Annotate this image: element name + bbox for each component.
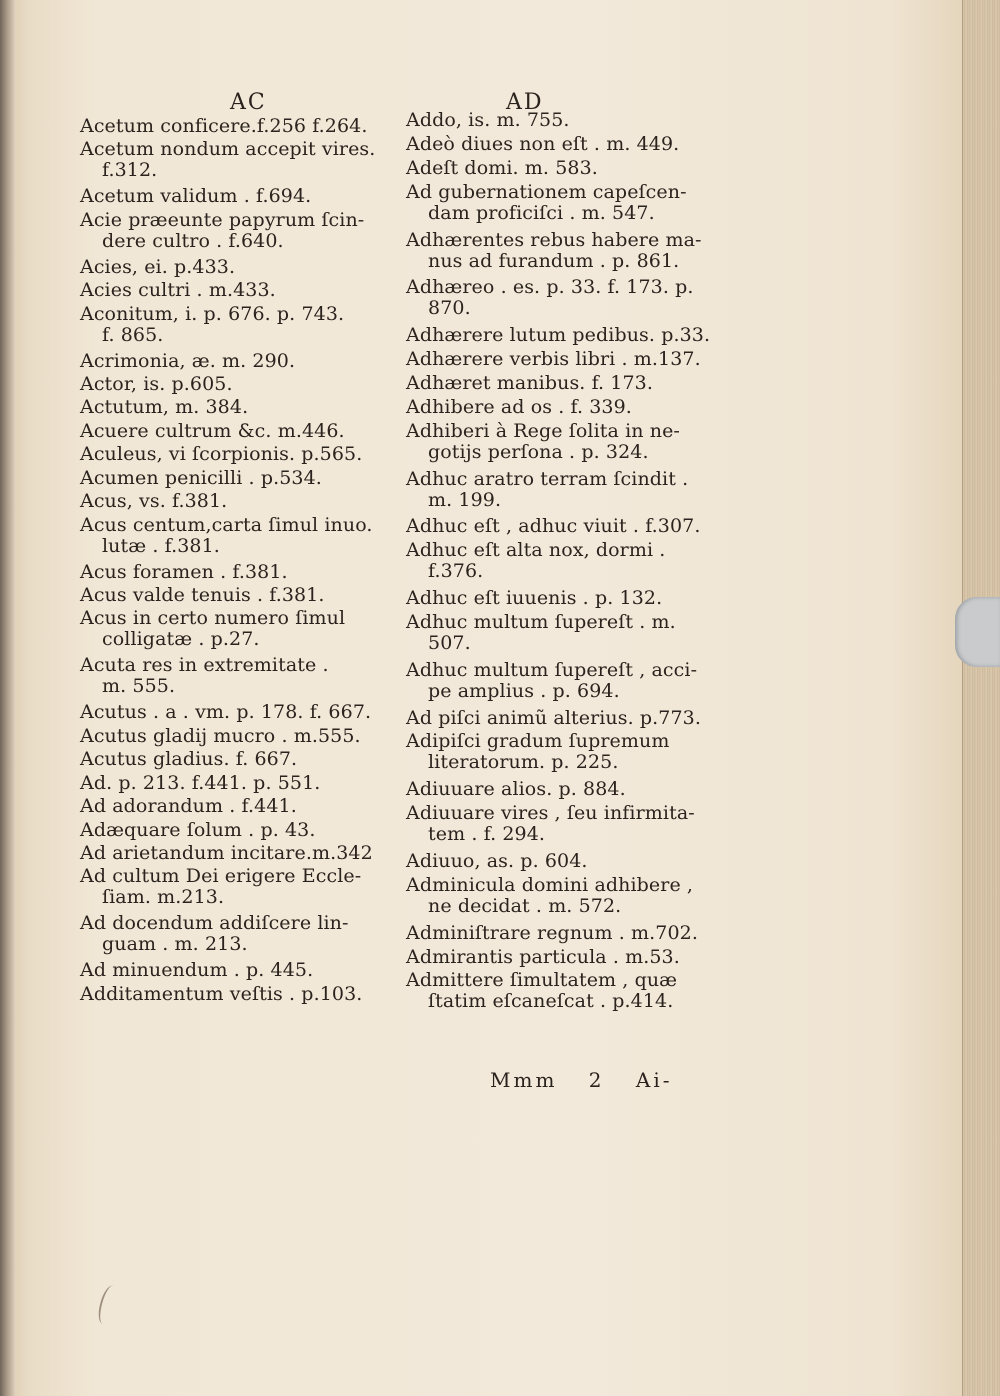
index-entry bbox=[80, 186, 311, 207]
entry-text: Acus foramen . f.381. bbox=[80, 560, 288, 583]
entry-text: Acus centum,carta ſimul inuo. bbox=[80, 513, 373, 536]
index-entry bbox=[406, 516, 701, 537]
entry-text: Acuta res in extremitate . bbox=[80, 654, 329, 677]
entry-text: Actutum, m. 384. bbox=[80, 396, 249, 419]
entry-text: Admittere ſimultatem , quæ bbox=[406, 969, 678, 992]
index-entry bbox=[406, 803, 695, 845]
index-entry bbox=[406, 325, 710, 346]
index-entry bbox=[80, 444, 362, 465]
entry-text: Adhærere lutum pedibus. p.33. bbox=[406, 324, 711, 347]
ink-mark bbox=[95, 1284, 121, 1327]
entry-continuation: 870. bbox=[428, 297, 471, 320]
index-entry bbox=[80, 984, 362, 1005]
column-header-left: AC bbox=[230, 90, 267, 115]
index-entry bbox=[80, 351, 295, 372]
index-entry bbox=[406, 134, 679, 155]
entry-text: Aculeus, vi ſcorpionis. p.565. bbox=[80, 443, 363, 466]
index-entry bbox=[80, 562, 288, 583]
index-entry bbox=[406, 373, 653, 394]
index-entry bbox=[80, 820, 316, 841]
index-entry bbox=[406, 230, 702, 272]
entry-continuation: lutæ . f.381. bbox=[102, 534, 220, 557]
entry-text: Ad cultum Dei erigere Eccle- bbox=[80, 865, 362, 888]
entry-continuation: ne decidat . m. 572. bbox=[428, 894, 622, 917]
entry-text: Aconitum, i. p. 676. p. 743. bbox=[80, 302, 345, 325]
entry-text: Adhæret manibus. f. 173. bbox=[406, 371, 654, 394]
index-entry bbox=[80, 773, 320, 794]
entry-continuation: f.376. bbox=[428, 560, 484, 583]
entry-continuation: m. 555. bbox=[102, 675, 176, 698]
entry-text: Acutus gladij mucro . m.555. bbox=[80, 724, 361, 747]
entry-text: Acutus gladius. f. 667. bbox=[80, 748, 298, 771]
entry-continuation: f.312. bbox=[102, 159, 158, 182]
entry-text: Adhuc eſt alta nox, dormi . bbox=[406, 539, 666, 562]
index-entry bbox=[80, 608, 345, 650]
entry-continuation: dere cultro . f.640. bbox=[102, 229, 284, 252]
index-entry bbox=[406, 851, 588, 872]
index-entry bbox=[80, 304, 344, 346]
entry-continuation: gotijs perſona . p. 324. bbox=[428, 440, 649, 463]
entry-text: Acie præeunte papyrum ſcin- bbox=[80, 208, 365, 231]
entry-text: Adhuc eſt , adhuc viuit . f.307. bbox=[406, 515, 701, 538]
index-entry bbox=[80, 749, 297, 770]
index-entry bbox=[80, 726, 361, 747]
entry-text: Acumen penicilli . p.534. bbox=[80, 466, 322, 489]
entry-continuation: f. 865. bbox=[102, 323, 164, 346]
page-edges bbox=[962, 0, 1000, 1396]
index-entry bbox=[406, 660, 697, 702]
index-entry bbox=[406, 110, 570, 131]
index-entry bbox=[406, 970, 677, 1012]
entry-text: Ad minuendum . p. 445. bbox=[80, 959, 314, 982]
index-entry bbox=[406, 469, 688, 511]
index-entry bbox=[406, 158, 598, 179]
entry-text: Acies, ei. p.433. bbox=[80, 255, 236, 278]
index-entry bbox=[80, 866, 361, 908]
entry-continuation: ſiam. m.213. bbox=[102, 886, 225, 909]
entry-text: Acus valde tenuis . f.381. bbox=[80, 584, 325, 606]
index-entry bbox=[406, 708, 701, 729]
entry-continuation: 507. bbox=[428, 631, 471, 654]
entry-text: Adæquare ſolum . p. 43. bbox=[80, 818, 316, 841]
index-entry bbox=[406, 947, 680, 968]
entry-text: Acetum conficere.f.256 f.264. bbox=[80, 115, 368, 137]
index-entry bbox=[80, 421, 345, 442]
entry-text: Adhæreo . es. p. 33. f. 173. p. bbox=[406, 276, 694, 299]
entry-text: Additamentum veſtis . p.103. bbox=[80, 982, 363, 1005]
entry-text: Adminicula domini adhibere , bbox=[406, 873, 694, 896]
entry-text: Acetum nondum accepit vires. bbox=[80, 138, 376, 161]
entry-text: Acus in certo numero ſimul bbox=[80, 607, 346, 630]
index-entry bbox=[406, 421, 680, 463]
entry-text: Acutus . a . vm. p. 178. f. 667. bbox=[80, 701, 372, 724]
entry-text: Ad adorandum . f.441. bbox=[80, 795, 297, 818]
entry-text: Adhibere ad os . f. 339. bbox=[406, 395, 632, 418]
index-entry bbox=[406, 397, 632, 418]
signature-number: 2 bbox=[588, 1068, 605, 1092]
book-tab bbox=[955, 597, 1000, 667]
index-entry bbox=[80, 210, 364, 252]
index-entry bbox=[406, 540, 665, 582]
index-entry bbox=[406, 923, 698, 944]
entry-text: Adipiſci gradum ſupremum bbox=[406, 730, 670, 753]
index-entry bbox=[406, 277, 694, 319]
entry-text: Adhærere verbis libri . m.137. bbox=[406, 348, 701, 370]
entry-continuation: m. 199. bbox=[428, 488, 502, 511]
index-entry bbox=[406, 182, 687, 224]
catchword: Ai- bbox=[635, 1068, 673, 1092]
index-entry bbox=[406, 731, 669, 773]
index-entry bbox=[80, 139, 375, 181]
column-header-right: AD bbox=[506, 90, 544, 115]
entry-text: Adeſt domi. m. 583. bbox=[406, 156, 598, 179]
entry-text: Ad piſci animũ alterius. p.773. bbox=[406, 706, 702, 729]
entry-continuation: pe amplius . p. 694. bbox=[428, 679, 620, 702]
index-entry bbox=[80, 913, 349, 955]
entry-continuation: guam . m. 213. bbox=[102, 933, 248, 956]
index-entry bbox=[80, 655, 329, 697]
signature-line bbox=[490, 1068, 694, 1092]
signature-mark: Mmm bbox=[490, 1068, 558, 1092]
index-entry bbox=[80, 374, 233, 395]
index-entry bbox=[80, 796, 297, 817]
entry-text: Acetum validum . f.694. bbox=[80, 185, 312, 208]
entry-text: Acrimonia, æ. m. 290. bbox=[80, 349, 296, 372]
index-entry bbox=[406, 875, 693, 917]
entry-text: Ad gubernationem capeſcen- bbox=[406, 180, 687, 203]
entry-continuation: dam proficiſci . m. 547. bbox=[428, 201, 655, 224]
entry-text: Adhuc multum ſupereſt . m. bbox=[406, 610, 676, 633]
index-entry bbox=[80, 257, 235, 278]
entry-continuation: tem . f. 294. bbox=[428, 823, 546, 846]
index-entry bbox=[80, 960, 313, 981]
entry-text: Adhiberi à Rege ſolita in ne- bbox=[406, 419, 680, 442]
index-entry bbox=[80, 585, 325, 606]
entry-continuation: ſtatim eſcaneſcat . p.414. bbox=[428, 990, 674, 1013]
index-entry bbox=[80, 491, 227, 512]
index-entry bbox=[80, 843, 373, 864]
entry-text: Actor, is. p.605. bbox=[80, 372, 233, 395]
index-entry bbox=[80, 515, 373, 557]
entry-text: Adiuuo, as. p. 604. bbox=[406, 849, 588, 872]
entry-text: Adiuuare vires , ſeu infirmita- bbox=[406, 802, 695, 825]
entry-text: Ad arietandum incitare.m.342 bbox=[80, 841, 373, 864]
entry-text: Adhærentes rebus habere ma- bbox=[406, 228, 702, 251]
entry-continuation: colligatæ . p.27. bbox=[102, 628, 260, 651]
index-entry bbox=[406, 349, 701, 370]
index-entry bbox=[406, 779, 626, 800]
index-entry bbox=[80, 397, 248, 418]
index-entry bbox=[406, 588, 662, 609]
entry-continuation: literatorum. p. 225. bbox=[428, 751, 619, 774]
entry-text: Adhuc aratro terram ſcindit . bbox=[406, 467, 689, 490]
entry-text: Adeò diues non eſt . m. 449. bbox=[406, 132, 680, 155]
entry-text: Adminiſtrare regnum . m.702. bbox=[406, 921, 698, 944]
index-entry bbox=[80, 280, 276, 301]
index-entry bbox=[80, 702, 371, 723]
entry-text: Acus, vs. f.381. bbox=[80, 490, 228, 513]
entry-text: Adiuuare alios. p. 884. bbox=[406, 778, 626, 801]
entry-text: Adhuc multum ſupereſt , acci- bbox=[406, 658, 698, 681]
left-margin-bleed bbox=[2, 120, 18, 920]
entry-text: Adhuc eſt iuuenis . p. 132. bbox=[406, 587, 663, 609]
entry-text: Acuere cultrum &c. m.446. bbox=[80, 419, 345, 442]
index-entry bbox=[406, 612, 676, 654]
entry-text: Admirantis particula . m.53. bbox=[406, 945, 680, 968]
entry-text: Ad. p. 213. f.441. p. 551. bbox=[80, 771, 321, 794]
entry-continuation: nus ad furandum . p. 861. bbox=[428, 249, 680, 272]
entry-text: Acies cultri . m.433. bbox=[80, 279, 276, 302]
index-entry bbox=[80, 116, 368, 137]
entry-text: Addo, is. m. 755. bbox=[406, 109, 570, 131]
entry-text: Ad docendum addiſcere lin- bbox=[80, 912, 349, 935]
index-entry bbox=[80, 468, 322, 489]
